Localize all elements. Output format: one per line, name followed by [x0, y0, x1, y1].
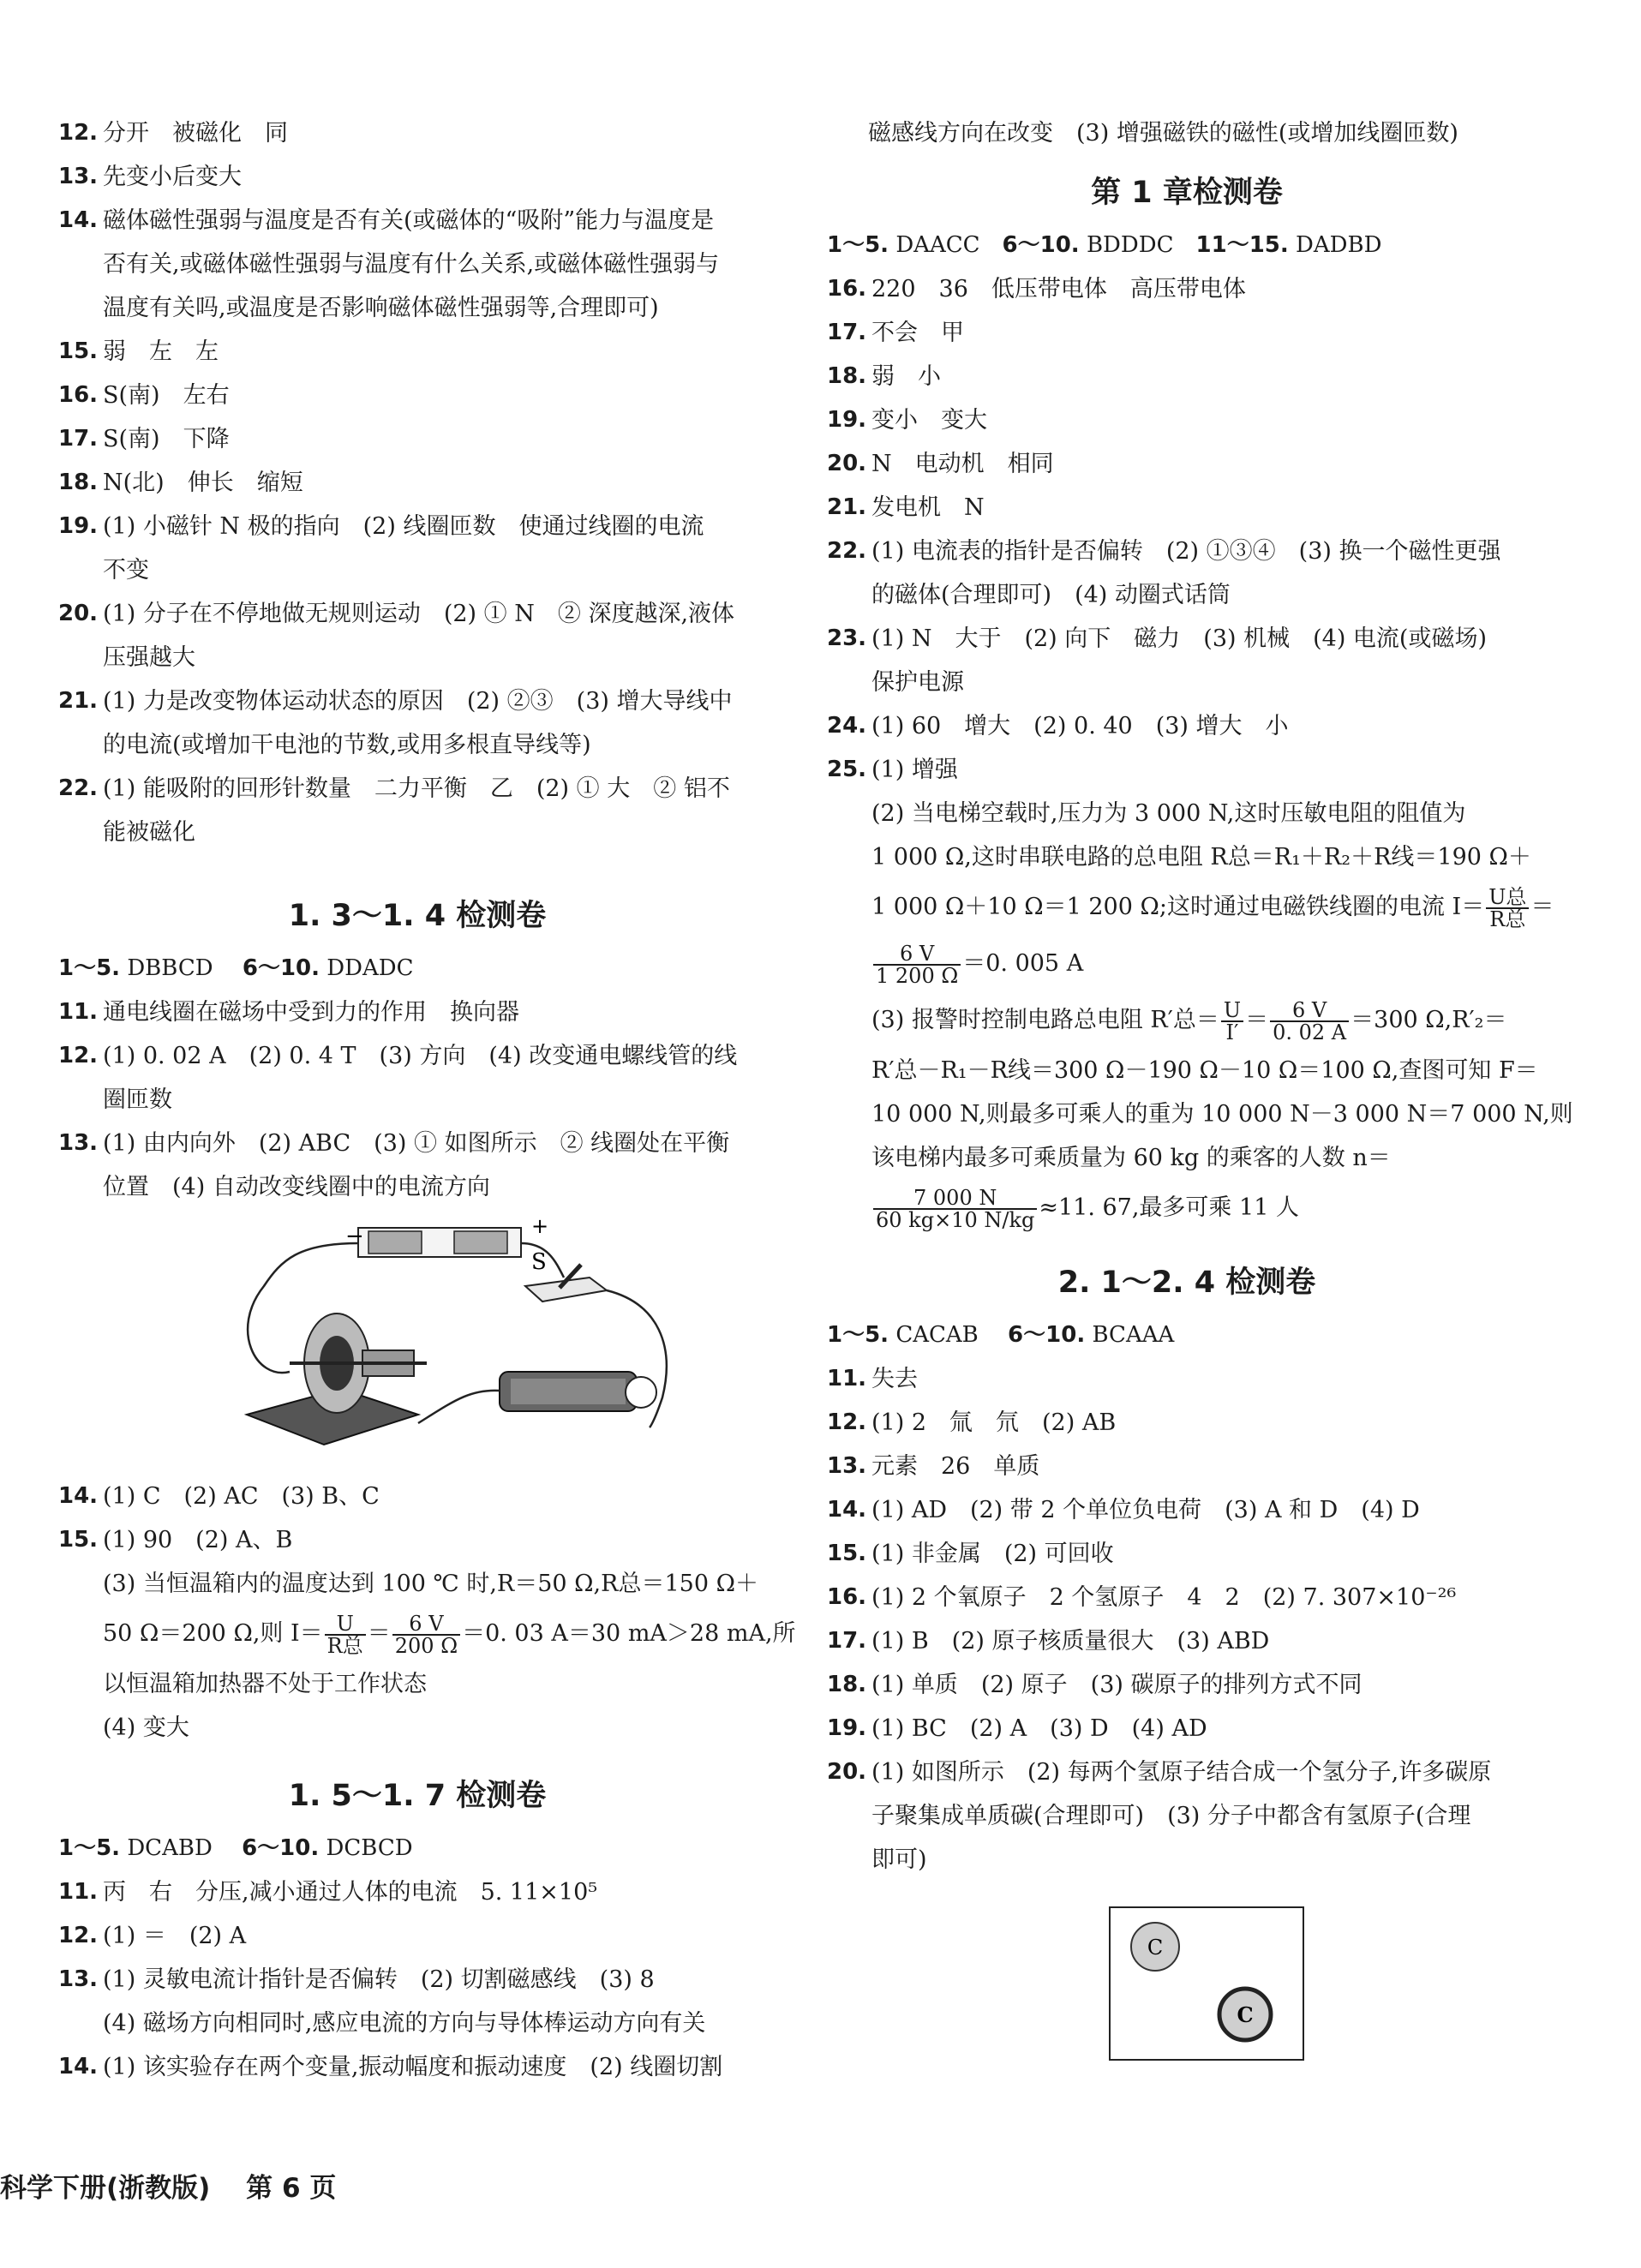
answer-line [827, 311, 1547, 355]
answer-text: (1) ＝ (2) A [103, 1923, 247, 1949]
answer-line [58, 1518, 776, 1562]
question-number: 13. [58, 1966, 99, 1992]
answer-block [58, 1662, 776, 1750]
answer-line [827, 1401, 1547, 1445]
answer-text: (1) 如图所示 (2) 每两个氢原子结合成一个氢分子,许多碳原 [871, 1759, 1492, 1786]
question-number: 16. [827, 1584, 867, 1610]
answer-text: 丙 右 分压,减小通过人体的电流 5. 11×10⁵ [103, 1879, 598, 1906]
page-label: 第 [246, 2173, 273, 2204]
answer-text: S(南) 左右 [103, 382, 230, 409]
plus-terminal-label: + [531, 1214, 549, 1238]
question-number: 20. [827, 1759, 867, 1785]
mc-answers [827, 224, 1547, 267]
answer-text: (3) 当恒温箱内的温度达到 100 ℃ 时,R＝50 Ω,R总＝150 Ω＋ [103, 1571, 758, 1597]
answer-block [58, 1870, 776, 2089]
answer-text: 位置 (4) 自动改变线圈中的电流方向 [103, 1174, 490, 1200]
answer-text: 元素 26 单质 [871, 1453, 1040, 1480]
answer-text: 弱 左 左 [103, 338, 219, 365]
denominator: R总 [325, 1634, 366, 1656]
answer-line [58, 723, 776, 767]
denominator: R总 [1486, 907, 1529, 930]
answer-line [58, 1870, 776, 1914]
answer-text: 能被磁化 [103, 819, 195, 846]
mc-label: 6～10. [1002, 232, 1080, 258]
formula-line [827, 1180, 1547, 1236]
answer-text: 的电流(或增加干电池的节数,或用多根直导线等) [103, 732, 591, 758]
answer-line [827, 1445, 1547, 1488]
question-number: 11. [58, 999, 99, 1025]
numerator: U [336, 1611, 354, 1636]
question-number: 21. [58, 688, 99, 714]
answer-text: (1) 灵敏电流计指针是否偏转 (2) 切割磁感线 (3) 8 [103, 1966, 655, 1993]
answer-text: 失去 [871, 1366, 918, 1392]
answer-line [58, 199, 776, 242]
question-number: 17. [58, 426, 99, 452]
answer-line [58, 1034, 776, 1078]
answer-text: 以恒温箱加热器不处于工作状态 [103, 1671, 427, 1697]
answer-line [827, 1136, 1547, 1180]
answer-text: (1) 能吸附的回形针数量 二力平衡 乙 (2) ① 大 ② 铝不 [103, 775, 730, 802]
mc-label: 6～10. [242, 1835, 320, 1861]
mc-answer: BCAAA [1092, 1322, 1175, 1348]
mc-answers [827, 1314, 1547, 1357]
mc-answers [58, 947, 776, 990]
section-heading: 1. 3～1. 4 检测卷 [288, 899, 547, 933]
answer-line [58, 505, 776, 548]
question-number: 24. [827, 713, 867, 739]
answer-text: 否有关,或磁体磁性强弱与温度有什么关系,或磁体磁性强弱与 [103, 251, 720, 278]
denominator: 1 200 Ω [873, 964, 961, 986]
answer-line [827, 530, 1547, 573]
answer-text: 弱 小 [871, 363, 941, 390]
question-number: 16. [827, 276, 867, 302]
answer-line [827, 267, 1547, 311]
answer-line [827, 573, 1547, 617]
answer-line [58, 286, 776, 330]
mc-answer: BDDDC [1086, 232, 1174, 258]
section-heading: 第 1 章检测卷 [1091, 176, 1283, 210]
formula-text: ≈11. 67,最多可乘 11 人 [1039, 1194, 1299, 1221]
atom-figure [827, 1899, 1547, 2070]
mc-label: 11～15. [1195, 232, 1289, 258]
question-number: 17. [827, 1628, 867, 1654]
answer-text: 磁感线方向在改变 (3) 增强磁铁的磁性(或增加线圈匝数) [868, 120, 1458, 147]
question-number: 15. [827, 1541, 867, 1566]
question-number: 20. [827, 451, 867, 476]
question-number: 12. [58, 1923, 99, 1948]
formula-text: ＝300 Ω,R′₂＝ [1351, 1007, 1507, 1033]
mc-label: 6～10. [242, 955, 320, 981]
answer-text: 不会 甲 [871, 320, 964, 346]
question-number: 18. [827, 363, 867, 389]
answer-line [827, 1794, 1547, 1838]
formula-line [827, 879, 1554, 936]
answer-line [58, 636, 776, 679]
formula-text: ＝0. 005 A [962, 950, 1084, 977]
question-number: 22. [827, 538, 867, 564]
answer-text: (1) N 大于 (2) 向下 磁力 (3) 机械 (4) 电流(或磁场) [871, 625, 1488, 652]
equals: ＝ [1245, 1007, 1269, 1033]
answer-block [58, 1475, 776, 1606]
left-column [58, 111, 796, 2089]
answer-text: (4) 变大 [103, 1714, 189, 1741]
answer-line [827, 1532, 1547, 1576]
answer-text: 分开 被磁化 同 [103, 120, 288, 147]
answer-line [58, 417, 776, 461]
fraction [873, 1185, 1037, 1232]
answer-line [827, 704, 1547, 748]
answer-line [827, 617, 1547, 661]
answer-text: 该电梯内最多可乘质量为 60 kg 的乘客的人数 n＝ [871, 1145, 1391, 1171]
fraction [392, 1613, 460, 1656]
answer-line [58, 767, 776, 811]
answer-line [58, 461, 776, 505]
mc-answer: DDADC [326, 955, 414, 981]
answer-text: (1) C (2) AC (3) B、C [103, 1483, 380, 1510]
page-suffix: 页 [309, 2173, 337, 2204]
denominator: 200 Ω [392, 1634, 460, 1656]
answer-text: R′总－R₁－R线＝300 Ω－190 Ω－10 Ω＝100 Ω,查图可知 F＝ [871, 1057, 1538, 1084]
numerator: U [1223, 997, 1242, 1022]
fraction [325, 1613, 366, 1656]
answer-text: (2) 当电梯空载时,压力为 3 000 N,这时压敏电阻的阻值为 [871, 800, 1466, 827]
answer-text: (1) 90 (2) A、B [103, 1527, 293, 1553]
answer-line [827, 748, 1547, 792]
question-number: 25. [827, 757, 867, 782]
switch-label: S [531, 1249, 547, 1275]
answer-text: 圈匝数 [103, 1086, 172, 1113]
answer-text: 220 36 低压带电体 高压带电体 [871, 276, 1246, 302]
answer-text: 发电机 N [871, 494, 985, 521]
answer-line [58, 1165, 776, 1209]
answer-text: (4) 磁场方向相同时,感应电流的方向与导体棒运动方向有关 [103, 2010, 706, 2037]
question-number: 17. [827, 320, 867, 345]
answer-text: 不变 [103, 557, 149, 583]
question-number: 14. [827, 1497, 867, 1523]
mc-label: 1～5. [58, 955, 121, 981]
numerator: 6 V [409, 1611, 444, 1636]
section-heading: 2. 1～2. 4 检测卷 [1057, 1266, 1316, 1300]
answer-line [827, 1838, 1547, 1882]
question-number: 19. [58, 513, 99, 539]
answer-block [827, 1049, 1573, 1180]
answer-text: 压强越大 [103, 644, 195, 671]
answer-text: N(北) 伸长 缩短 [103, 470, 303, 496]
formula-text: ＝0. 03 A＝30 mA＞28 mA,所 [462, 1620, 796, 1647]
minus-terminal-label: − [345, 1224, 364, 1249]
question-number: 13. [58, 1130, 99, 1156]
answer-text: (1) 力是改变物体运动状态的原因 (2) ②③ (3) 增大导线中 [103, 688, 733, 715]
question-number: 14. [58, 207, 99, 233]
answer-line [58, 2002, 776, 2045]
mc-label: 1～5. [827, 1322, 889, 1348]
answer-line [827, 792, 1547, 835]
question-number: 19. [827, 407, 867, 433]
answer-line [58, 990, 776, 1034]
formula-line [827, 992, 1547, 1049]
answer-line [58, 679, 776, 723]
continuation-line [827, 111, 1547, 155]
page-footer [0, 2166, 336, 2205]
fraction [873, 943, 961, 986]
page-number: 6 [281, 2173, 301, 2204]
formula-text: 1 000 Ω＋10 Ω＝1 200 Ω;这时通过电磁铁线圈的电流 I＝ [871, 894, 1485, 920]
question-number: 21. [827, 494, 867, 520]
fraction [1486, 884, 1529, 931]
answer-text: (1) 2 个氧原子 2 个氢原子 4 2 (2) 7. 307×10⁻²⁶ [871, 1584, 1457, 1611]
answer-line [827, 661, 1547, 704]
answer-line [58, 374, 776, 417]
answer-line [58, 1078, 776, 1122]
answer-line [58, 2045, 776, 2089]
answer-text: (1) 增强 [871, 757, 958, 783]
question-number: 14. [58, 1483, 99, 1509]
answer-line [58, 1958, 776, 2002]
answer-line [827, 398, 1547, 442]
answer-text: 通电线圈在磁场中受到力的作用 换向器 [103, 999, 519, 1026]
answer-line [58, 592, 776, 636]
answer-line [58, 155, 776, 199]
answer-line [827, 1049, 1547, 1092]
answer-text: (1) 由内向外 (2) ABC (3) ① 如图所示 ② 线圈处在平衡 [103, 1130, 730, 1157]
answer-text: 变小 变大 [871, 407, 987, 434]
mc-answer: DCABD [127, 1835, 213, 1861]
answer-text: 保护电源 [871, 669, 964, 696]
answer-block [58, 990, 776, 1209]
formula-text: 50 Ω＝200 Ω,则 I＝ [103, 1620, 323, 1647]
numerator: U总 [1488, 884, 1527, 909]
mc-answer: CACAB [895, 1322, 979, 1348]
right-column [827, 111, 1573, 2070]
answer-text: (1) 单质 (2) 原子 (3) 碳原子的排列方式不同 [871, 1672, 1363, 1698]
question-number: 18. [827, 1672, 867, 1697]
answer-line [827, 1663, 1547, 1707]
question-number: 18. [58, 470, 99, 495]
question-number: 20. [58, 601, 99, 626]
mc-answer: DBBCD [127, 955, 213, 981]
answer-text: (1) 非金属 (2) 可回收 [871, 1541, 1114, 1567]
answer-line [58, 548, 776, 592]
atom-label: C [1237, 2002, 1254, 2027]
circuit-diagram [58, 1209, 776, 1475]
mc-label: 1～5. [58, 1835, 121, 1861]
atom-label: C [1147, 1936, 1164, 1960]
numerator: 6 V [900, 941, 935, 966]
answer-line [58, 111, 776, 155]
question-number: 13. [58, 164, 99, 189]
answer-line [58, 1914, 776, 1958]
denominator: 0. 02 A [1270, 1020, 1349, 1043]
denominator: 60 kg×10 N/kg [873, 1208, 1037, 1230]
question-number: 12. [827, 1409, 867, 1435]
equals: ＝ [367, 1620, 391, 1647]
question-number: 15. [58, 338, 99, 364]
answer-line [58, 811, 776, 854]
question-number: 19. [827, 1715, 867, 1741]
answer-line [58, 1706, 776, 1750]
answer-text: 温度有关吗,或温度是否影响磁体磁性强弱等,合理即可) [103, 295, 659, 321]
fraction [1221, 997, 1243, 1044]
question-number: 16. [58, 382, 99, 408]
answer-line [827, 1092, 1573, 1136]
mc-answer: DAACC [895, 232, 980, 258]
answer-line [827, 1576, 1547, 1619]
answer-line [827, 486, 1547, 530]
answer-line [827, 1707, 1547, 1750]
question-number: 12. [58, 120, 99, 146]
section-heading: 1. 5～1. 7 检测卷 [288, 1779, 547, 1813]
answer-line [827, 442, 1547, 486]
equals: ＝ [1530, 894, 1554, 920]
answer-text: 10 000 N,则最多可乘人的重为 10 000 N－3 000 N＝7 000 N,则 [871, 1101, 1573, 1128]
answer-line [58, 1475, 776, 1518]
answer-line [58, 1662, 776, 1706]
question-number: 22. [58, 775, 99, 801]
answer-block [58, 111, 776, 854]
answer-text: 1 000 Ω,这时串联电路的总电阻 R总＝R₁＋R₂＋R线＝190 Ω＋ [871, 844, 1531, 871]
mc-answer: DCBCD [326, 1835, 413, 1861]
question-number: 14. [58, 2054, 99, 2079]
answer-text: 即可) [871, 1846, 927, 1873]
answer-text: (1) BC (2) A (3) D (4) AD [871, 1715, 1207, 1742]
answer-text: (1) 0. 02 A (2) 0. 4 T (3) 方向 (4) 改变通电螺线管的线 [103, 1043, 738, 1069]
mc-label: 6～10. [1008, 1322, 1086, 1348]
answer-block [827, 267, 1547, 879]
mc-answer: DADBD [1296, 232, 1382, 258]
mc-label: 1～5. [827, 232, 889, 258]
formula-line [827, 936, 1547, 992]
mc-answers [58, 1827, 776, 1870]
answer-text: (1) 电流表的指针是否偏转 (2) ①③④ (3) 换一个磁性更强 [871, 538, 1501, 565]
formula-text: (3) 报警时控制电路总电阻 R′总＝ [871, 1007, 1219, 1033]
numerator: 6 V [1292, 997, 1327, 1022]
answer-text: 子聚集成单质碳(合理即可) (3) 分子中都含有氢原子(合理 [871, 1803, 1471, 1829]
question-number: 11. [58, 1879, 99, 1905]
answer-text: (1) B (2) 原子核质量很大 (3) ABD [871, 1628, 1270, 1655]
answer-block [827, 1357, 1547, 1882]
answer-text: (1) 该实验存在两个变量,振动幅度和振动速度 (2) 线圈切割 [103, 2054, 723, 2080]
answer-text: (1) 分子在不停地做无规则运动 (2) ① N ② 深度越深,液体 [103, 601, 735, 627]
answer-text: 的磁体(合理即可) (4) 动圈式话筒 [871, 582, 1231, 608]
answer-text: (1) AD (2) 带 2 个单位负电荷 (3) A 和 D (4) D [871, 1497, 1420, 1523]
answer-line [58, 1122, 776, 1165]
answer-text: 磁体磁性强弱与温度是否有关(或磁体的“吸附”能力与温度是 [103, 207, 715, 234]
book-title: 科学下册(浙教版) [0, 2173, 211, 2204]
answer-line [827, 1357, 1547, 1401]
answer-line [827, 1750, 1547, 1794]
answer-text: (1) 小磁针 N 极的指向 (2) 线圈匝数 使通过线圈的电流 [103, 513, 704, 540]
answer-line [58, 1562, 776, 1606]
question-number: 12. [58, 1043, 99, 1068]
answer-text: (1) 2 氚 氘 (2) AB [871, 1409, 1117, 1436]
answer-line [58, 330, 776, 374]
formula-line [58, 1606, 796, 1662]
answer-text: (1) 60 增大 (2) 0. 40 (3) 增大 小 [871, 713, 1289, 739]
answer-text: S(南) 下降 [103, 426, 230, 452]
fraction [1270, 997, 1349, 1044]
question-number: 13. [827, 1453, 867, 1479]
motor-circuit-figure [58, 1209, 776, 1475]
question-number: 11. [827, 1366, 867, 1391]
answer-line [827, 835, 1547, 879]
answer-line [58, 242, 776, 286]
answer-text: N 电动机 相同 [871, 451, 1054, 477]
numerator: 7 000 N [913, 1185, 997, 1210]
answer-line [827, 1619, 1547, 1663]
denominator: I′ [1221, 1020, 1243, 1043]
answer-line [827, 355, 1547, 398]
question-number: 15. [58, 1527, 99, 1553]
answer-text: 先变小后变大 [103, 164, 242, 190]
question-number: 23. [827, 625, 867, 651]
answer-line [827, 1488, 1547, 1532]
